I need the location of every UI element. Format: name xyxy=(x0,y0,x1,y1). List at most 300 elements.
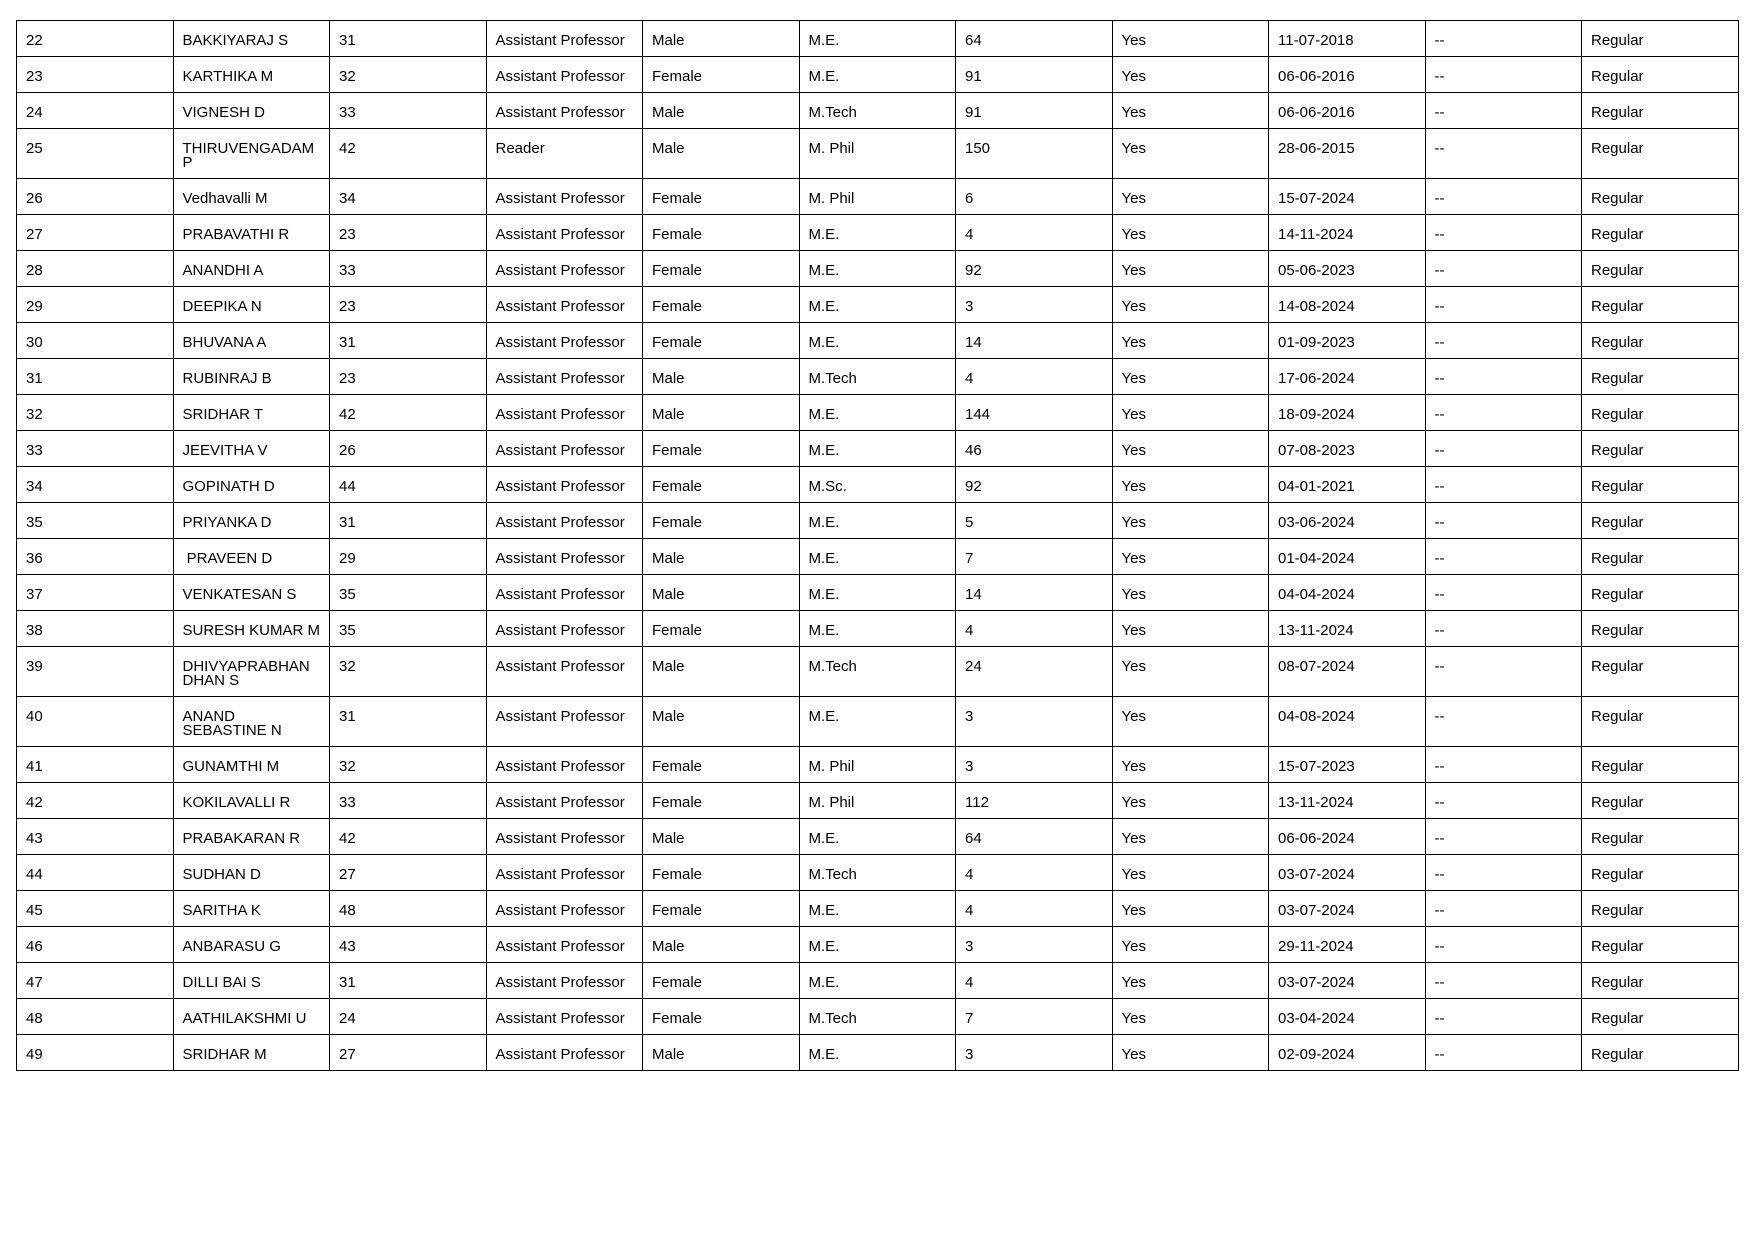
cell-nature-of-association: Regular xyxy=(1582,215,1739,251)
cell-gender: Female xyxy=(643,747,800,783)
cell-name: SURESH KUMAR M xyxy=(173,611,330,647)
cell-joining-date: 15-07-2023 xyxy=(1269,747,1426,783)
cell-name: SRIDHAR M xyxy=(173,1035,330,1071)
cell-age: 26 xyxy=(330,431,487,467)
cell-gender: Male xyxy=(643,93,800,129)
cell-joining-date: 03-07-2024 xyxy=(1269,963,1426,999)
cell-name: VIGNESH D xyxy=(173,93,330,129)
cell-leaving-date: -- xyxy=(1425,323,1582,359)
cell-nature-of-association: Regular xyxy=(1582,431,1739,467)
cell-qualification: M.E. xyxy=(799,57,956,93)
cell-qualification: M.Tech xyxy=(799,359,956,395)
cell-sl-no: 32 xyxy=(17,395,174,431)
cell-designation: Assistant Professor xyxy=(486,431,643,467)
cell-leaving-date: -- xyxy=(1425,747,1582,783)
cell-leaving-date: -- xyxy=(1425,697,1582,747)
cell-designation: Assistant Professor xyxy=(486,503,643,539)
table-row xyxy=(17,647,1739,697)
cell-age: 27 xyxy=(330,855,487,891)
cell-nature-of-association: Regular xyxy=(1582,999,1739,1035)
cell-age: 23 xyxy=(330,359,487,395)
cell-gender: Female xyxy=(643,179,800,215)
cell-qualification: M. Phil xyxy=(799,747,956,783)
cell-experience: 4 xyxy=(956,963,1113,999)
cell-gender: Female xyxy=(643,287,800,323)
cell-currently-associated: Yes xyxy=(1112,323,1269,359)
cell-nature-of-association: Regular xyxy=(1582,395,1739,431)
cell-gender: Male xyxy=(643,129,800,179)
cell-gender: Female xyxy=(643,503,800,539)
cell-gender: Male xyxy=(643,647,800,697)
cell-designation: Assistant Professor xyxy=(486,891,643,927)
cell-age: 33 xyxy=(330,93,487,129)
cell-leaving-date: -- xyxy=(1425,21,1582,57)
cell-leaving-date: -- xyxy=(1425,467,1582,503)
cell-leaving-date: -- xyxy=(1425,179,1582,215)
cell-currently-associated: Yes xyxy=(1112,539,1269,575)
cell-joining-date: 18-09-2024 xyxy=(1269,395,1426,431)
table-row xyxy=(17,129,1739,179)
cell-sl-no: 29 xyxy=(17,287,174,323)
cell-sl-no: 26 xyxy=(17,179,174,215)
cell-joining-date: 03-07-2024 xyxy=(1269,891,1426,927)
cell-name: SARITHA K xyxy=(173,891,330,927)
cell-experience: 14 xyxy=(956,323,1113,359)
cell-designation: Assistant Professor xyxy=(486,539,643,575)
cell-currently-associated: Yes xyxy=(1112,179,1269,215)
table-row xyxy=(17,697,1739,747)
cell-qualification: M.E. xyxy=(799,1035,956,1071)
table-row xyxy=(17,611,1739,647)
cell-currently-associated: Yes xyxy=(1112,359,1269,395)
table-row xyxy=(17,21,1739,57)
cell-age: 27 xyxy=(330,1035,487,1071)
cell-sl-no: 40 xyxy=(17,697,174,747)
cell-name: DEEPIKA N xyxy=(173,287,330,323)
cell-name: PRIYANKA D xyxy=(173,503,330,539)
cell-name: AATHILAKSHMI U xyxy=(173,999,330,1035)
cell-nature-of-association: Regular xyxy=(1582,129,1739,179)
cell-name: THIRUVENGADAM P xyxy=(173,129,330,179)
cell-gender: Male xyxy=(643,927,800,963)
cell-qualification: M.E. xyxy=(799,21,956,57)
cell-age: 35 xyxy=(330,611,487,647)
cell-experience: 6 xyxy=(956,179,1113,215)
cell-qualification: M.E. xyxy=(799,503,956,539)
cell-gender: Female xyxy=(643,999,800,1035)
cell-currently-associated: Yes xyxy=(1112,93,1269,129)
cell-currently-associated: Yes xyxy=(1112,855,1269,891)
cell-name: ANBARASU G xyxy=(173,927,330,963)
cell-nature-of-association: Regular xyxy=(1582,747,1739,783)
cell-currently-associated: Yes xyxy=(1112,251,1269,287)
cell-age: 35 xyxy=(330,575,487,611)
cell-age: 32 xyxy=(330,747,487,783)
cell-currently-associated: Yes xyxy=(1112,963,1269,999)
table-row xyxy=(17,747,1739,783)
cell-currently-associated: Yes xyxy=(1112,215,1269,251)
cell-joining-date: 08-07-2024 xyxy=(1269,647,1426,697)
cell-nature-of-association: Regular xyxy=(1582,819,1739,855)
cell-currently-associated: Yes xyxy=(1112,999,1269,1035)
cell-qualification: M.E. xyxy=(799,611,956,647)
cell-experience: 3 xyxy=(956,747,1113,783)
cell-designation: Assistant Professor xyxy=(486,963,643,999)
cell-leaving-date: -- xyxy=(1425,287,1582,323)
cell-experience: 4 xyxy=(956,215,1113,251)
cell-qualification: M.E. xyxy=(799,575,956,611)
cell-sl-no: 48 xyxy=(17,999,174,1035)
table-row xyxy=(17,503,1739,539)
cell-joining-date: 03-06-2024 xyxy=(1269,503,1426,539)
cell-joining-date: 04-04-2024 xyxy=(1269,575,1426,611)
cell-currently-associated: Yes xyxy=(1112,819,1269,855)
cell-qualification: M.Tech xyxy=(799,647,956,697)
cell-age: 43 xyxy=(330,927,487,963)
cell-qualification: M.E. xyxy=(799,431,956,467)
cell-name: VENKATESAN S xyxy=(173,575,330,611)
cell-designation: Assistant Professor xyxy=(486,287,643,323)
cell-name: RUBINRAJ B xyxy=(173,359,330,395)
cell-nature-of-association: Regular xyxy=(1582,503,1739,539)
cell-nature-of-association: Regular xyxy=(1582,783,1739,819)
cell-gender: Female xyxy=(643,431,800,467)
cell-nature-of-association: Regular xyxy=(1582,21,1739,57)
cell-age: 24 xyxy=(330,999,487,1035)
cell-nature-of-association: Regular xyxy=(1582,611,1739,647)
cell-name: BAKKIYARAJ S xyxy=(173,21,330,57)
cell-gender: Male xyxy=(643,21,800,57)
cell-name: KOKILAVALLI R xyxy=(173,783,330,819)
table-body xyxy=(17,21,1739,1071)
table-row xyxy=(17,891,1739,927)
cell-designation: Assistant Professor xyxy=(486,999,643,1035)
cell-experience: 4 xyxy=(956,611,1113,647)
cell-joining-date: 13-11-2024 xyxy=(1269,783,1426,819)
cell-qualification: M. Phil xyxy=(799,783,956,819)
cell-leaving-date: -- xyxy=(1425,963,1582,999)
cell-currently-associated: Yes xyxy=(1112,891,1269,927)
cell-gender: Male xyxy=(643,575,800,611)
cell-nature-of-association: Regular xyxy=(1582,57,1739,93)
cell-experience: 24 xyxy=(956,647,1113,697)
cell-currently-associated: Yes xyxy=(1112,575,1269,611)
cell-name: ANANDHI A xyxy=(173,251,330,287)
cell-age: 34 xyxy=(330,179,487,215)
cell-leaving-date: -- xyxy=(1425,431,1582,467)
cell-designation: Assistant Professor xyxy=(486,819,643,855)
cell-sl-no: 23 xyxy=(17,57,174,93)
cell-experience: 112 xyxy=(956,783,1113,819)
cell-leaving-date: -- xyxy=(1425,783,1582,819)
cell-sl-no: 41 xyxy=(17,747,174,783)
cell-nature-of-association: Regular xyxy=(1582,927,1739,963)
cell-nature-of-association: Regular xyxy=(1582,575,1739,611)
cell-age: 33 xyxy=(330,251,487,287)
cell-experience: 3 xyxy=(956,287,1113,323)
cell-leaving-date: -- xyxy=(1425,129,1582,179)
cell-currently-associated: Yes xyxy=(1112,747,1269,783)
cell-gender: Male xyxy=(643,395,800,431)
cell-experience: 92 xyxy=(956,251,1113,287)
cell-age: 42 xyxy=(330,395,487,431)
cell-gender: Female xyxy=(643,215,800,251)
cell-name: ANAND SEBASTINE N xyxy=(173,697,330,747)
cell-age: 31 xyxy=(330,503,487,539)
cell-sl-no: 22 xyxy=(17,21,174,57)
cell-designation: Assistant Professor xyxy=(486,323,643,359)
cell-qualification: M.E. xyxy=(799,287,956,323)
table-row xyxy=(17,323,1739,359)
cell-currently-associated: Yes xyxy=(1112,783,1269,819)
cell-nature-of-association: Regular xyxy=(1582,647,1739,697)
cell-experience: 5 xyxy=(956,503,1113,539)
cell-age: 42 xyxy=(330,819,487,855)
cell-designation: Assistant Professor xyxy=(486,1035,643,1071)
cell-name: BHUVANA A xyxy=(173,323,330,359)
cell-designation: Assistant Professor xyxy=(486,21,643,57)
cell-experience: 7 xyxy=(956,539,1113,575)
cell-leaving-date: -- xyxy=(1425,251,1582,287)
cell-leaving-date: -- xyxy=(1425,93,1582,129)
cell-joining-date: 29-11-2024 xyxy=(1269,927,1426,963)
cell-designation: Assistant Professor xyxy=(486,927,643,963)
cell-qualification: M.E. xyxy=(799,697,956,747)
cell-qualification: M.E. xyxy=(799,251,956,287)
cell-sl-no: 39 xyxy=(17,647,174,697)
table-row xyxy=(17,575,1739,611)
cell-sl-no: 35 xyxy=(17,503,174,539)
cell-joining-date: 03-07-2024 xyxy=(1269,855,1426,891)
cell-age: 48 xyxy=(330,891,487,927)
cell-joining-date: 06-06-2024 xyxy=(1269,819,1426,855)
table-row xyxy=(17,431,1739,467)
cell-gender: Female xyxy=(643,855,800,891)
cell-sl-no: 49 xyxy=(17,1035,174,1071)
cell-gender: Female xyxy=(643,323,800,359)
cell-joining-date: 06-06-2016 xyxy=(1269,57,1426,93)
cell-qualification: M.E. xyxy=(799,215,956,251)
cell-designation: Assistant Professor xyxy=(486,215,643,251)
cell-designation: Assistant Professor xyxy=(486,251,643,287)
cell-sl-no: 47 xyxy=(17,963,174,999)
cell-qualification: M.Tech xyxy=(799,855,956,891)
cell-qualification: M.E. xyxy=(799,891,956,927)
cell-nature-of-association: Regular xyxy=(1582,359,1739,395)
cell-sl-no: 27 xyxy=(17,215,174,251)
cell-currently-associated: Yes xyxy=(1112,503,1269,539)
cell-nature-of-association: Regular xyxy=(1582,467,1739,503)
cell-qualification: M.E. xyxy=(799,819,956,855)
cell-age: 31 xyxy=(330,323,487,359)
cell-qualification: M.Tech xyxy=(799,93,956,129)
cell-joining-date: 15-07-2024 xyxy=(1269,179,1426,215)
cell-qualification: M. Phil xyxy=(799,129,956,179)
cell-joining-date: 13-11-2024 xyxy=(1269,611,1426,647)
cell-leaving-date: -- xyxy=(1425,819,1582,855)
cell-sl-no: 31 xyxy=(17,359,174,395)
cell-leaving-date: -- xyxy=(1425,1035,1582,1071)
cell-sl-no: 33 xyxy=(17,431,174,467)
table-row xyxy=(17,359,1739,395)
cell-currently-associated: Yes xyxy=(1112,129,1269,179)
cell-joining-date: 11-07-2018 xyxy=(1269,21,1426,57)
cell-gender: Male xyxy=(643,819,800,855)
cell-designation: Assistant Professor xyxy=(486,611,643,647)
cell-nature-of-association: Regular xyxy=(1582,963,1739,999)
cell-sl-no: 38 xyxy=(17,611,174,647)
cell-joining-date: 04-01-2021 xyxy=(1269,467,1426,503)
cell-experience: 4 xyxy=(956,855,1113,891)
cell-qualification: M.E. xyxy=(799,927,956,963)
cell-joining-date: 14-11-2024 xyxy=(1269,215,1426,251)
cell-gender: Female xyxy=(643,783,800,819)
cell-designation: Reader xyxy=(486,129,643,179)
cell-age: 29 xyxy=(330,539,487,575)
cell-qualification: M.E. xyxy=(799,323,956,359)
table-row xyxy=(17,819,1739,855)
cell-joining-date: 07-08-2023 xyxy=(1269,431,1426,467)
table-row xyxy=(17,855,1739,891)
table-row xyxy=(17,57,1739,93)
cell-qualification: M. Phil xyxy=(799,179,956,215)
cell-gender: Female xyxy=(643,57,800,93)
cell-name: PRABAVATHI R xyxy=(173,215,330,251)
cell-nature-of-association: Regular xyxy=(1582,697,1739,747)
cell-joining-date: 01-09-2023 xyxy=(1269,323,1426,359)
cell-qualification: M.E. xyxy=(799,395,956,431)
cell-gender: Male xyxy=(643,539,800,575)
cell-gender: Female xyxy=(643,963,800,999)
staff-table xyxy=(16,20,1739,1071)
table-row xyxy=(17,251,1739,287)
table-row xyxy=(17,215,1739,251)
cell-experience: 3 xyxy=(956,927,1113,963)
cell-sl-no: 25 xyxy=(17,129,174,179)
table-row xyxy=(17,927,1739,963)
cell-leaving-date: -- xyxy=(1425,575,1582,611)
cell-currently-associated: Yes xyxy=(1112,927,1269,963)
cell-experience: 4 xyxy=(956,359,1113,395)
cell-name: SUDHAN D xyxy=(173,855,330,891)
cell-age: 32 xyxy=(330,57,487,93)
cell-experience: 3 xyxy=(956,1035,1113,1071)
cell-sl-no: 24 xyxy=(17,93,174,129)
cell-joining-date: 05-06-2023 xyxy=(1269,251,1426,287)
cell-gender: Female xyxy=(643,251,800,287)
cell-nature-of-association: Regular xyxy=(1582,93,1739,129)
cell-gender: Male xyxy=(643,359,800,395)
cell-qualification: M.Tech xyxy=(799,999,956,1035)
cell-age: 23 xyxy=(330,287,487,323)
cell-joining-date: 14-08-2024 xyxy=(1269,287,1426,323)
table-row xyxy=(17,287,1739,323)
cell-age: 23 xyxy=(330,215,487,251)
cell-currently-associated: Yes xyxy=(1112,287,1269,323)
cell-leaving-date: -- xyxy=(1425,539,1582,575)
cell-designation: Assistant Professor xyxy=(486,57,643,93)
table-row xyxy=(17,467,1739,503)
cell-designation: Assistant Professor xyxy=(486,179,643,215)
cell-currently-associated: Yes xyxy=(1112,57,1269,93)
cell-gender: Female xyxy=(643,467,800,503)
cell-sl-no: 30 xyxy=(17,323,174,359)
cell-sl-no: 42 xyxy=(17,783,174,819)
cell-leaving-date: -- xyxy=(1425,999,1582,1035)
cell-leaving-date: -- xyxy=(1425,927,1582,963)
cell-name: SRIDHAR T xyxy=(173,395,330,431)
table-row xyxy=(17,783,1739,819)
cell-nature-of-association: Regular xyxy=(1582,539,1739,575)
table-row xyxy=(17,963,1739,999)
table-row xyxy=(17,179,1739,215)
cell-sl-no: 36 xyxy=(17,539,174,575)
cell-currently-associated: Yes xyxy=(1112,1035,1269,1071)
cell-experience: 64 xyxy=(956,819,1113,855)
cell-designation: Assistant Professor xyxy=(486,93,643,129)
cell-age: 33 xyxy=(330,783,487,819)
cell-experience: 144 xyxy=(956,395,1113,431)
cell-qualification: M.E. xyxy=(799,539,956,575)
cell-currently-associated: Yes xyxy=(1112,611,1269,647)
cell-leaving-date: -- xyxy=(1425,647,1582,697)
cell-joining-date: 01-04-2024 xyxy=(1269,539,1426,575)
cell-sl-no: 28 xyxy=(17,251,174,287)
cell-name: GUNAMTHI M xyxy=(173,747,330,783)
cell-designation: Assistant Professor xyxy=(486,747,643,783)
cell-joining-date: 03-04-2024 xyxy=(1269,999,1426,1035)
cell-experience: 7 xyxy=(956,999,1113,1035)
cell-designation: Assistant Professor xyxy=(486,697,643,747)
cell-designation: Assistant Professor xyxy=(486,395,643,431)
cell-currently-associated: Yes xyxy=(1112,467,1269,503)
cell-designation: Assistant Professor xyxy=(486,647,643,697)
cell-sl-no: 43 xyxy=(17,819,174,855)
table-row xyxy=(17,1035,1739,1071)
cell-joining-date: 02-09-2024 xyxy=(1269,1035,1426,1071)
cell-gender: Female xyxy=(643,611,800,647)
table-row xyxy=(17,539,1739,575)
cell-experience: 46 xyxy=(956,431,1113,467)
cell-nature-of-association: Regular xyxy=(1582,323,1739,359)
cell-name: DILLI BAI S xyxy=(173,963,330,999)
cell-joining-date: 04-08-2024 xyxy=(1269,697,1426,747)
cell-nature-of-association: Regular xyxy=(1582,1035,1739,1071)
cell-designation: Assistant Professor xyxy=(486,467,643,503)
cell-sl-no: 44 xyxy=(17,855,174,891)
cell-nature-of-association: Regular xyxy=(1582,855,1739,891)
cell-nature-of-association: Regular xyxy=(1582,251,1739,287)
cell-leaving-date: -- xyxy=(1425,395,1582,431)
cell-experience: 3 xyxy=(956,697,1113,747)
cell-age: 44 xyxy=(330,467,487,503)
cell-age: 31 xyxy=(330,697,487,747)
cell-designation: Assistant Professor xyxy=(486,575,643,611)
cell-gender: Male xyxy=(643,697,800,747)
cell-nature-of-association: Regular xyxy=(1582,179,1739,215)
cell-name: GOPINATH D xyxy=(173,467,330,503)
cell-sl-no: 46 xyxy=(17,927,174,963)
cell-age: 32 xyxy=(330,647,487,697)
cell-name: Vedhavalli M xyxy=(173,179,330,215)
cell-leaving-date: -- xyxy=(1425,57,1582,93)
cell-nature-of-association: Regular xyxy=(1582,891,1739,927)
cell-name: KARTHIKA M xyxy=(173,57,330,93)
cell-currently-associated: Yes xyxy=(1112,431,1269,467)
cell-qualification: M.Sc. xyxy=(799,467,956,503)
cell-currently-associated: Yes xyxy=(1112,647,1269,697)
cell-sl-no: 34 xyxy=(17,467,174,503)
